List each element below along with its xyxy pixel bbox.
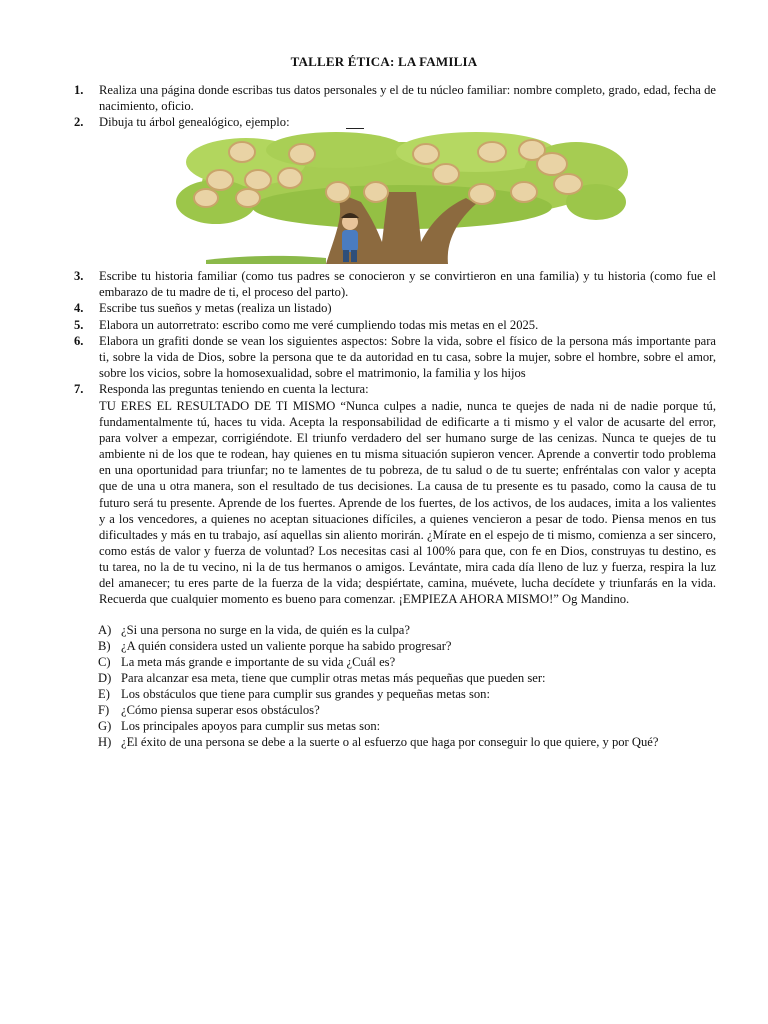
item-number: 3. — [74, 269, 84, 283]
question-letter: B) — [98, 639, 111, 653]
question-text: ¿A quién considera usted un valiente porque ha sabido progresar? — [121, 639, 452, 653]
item-7 — [74, 381, 716, 397]
question-text: ¿Si una persona no surge en la vida, de quién es la culpa? — [121, 623, 410, 637]
item-number: 5. — [74, 318, 84, 332]
item-text: Escribe tus sueños y metas (realiza un listado) — [99, 301, 332, 315]
question-text: ¿El éxito de una persona se debe a la suerte o al esfuerzo que haga por conseguir lo que quiere, y por Qué? — [121, 735, 659, 749]
item-text: Elabora un autorretrato: escribo como me veré cumpliendo todas mis metas en el 2025. — [99, 318, 539, 332]
item-text: Dibuja tu árbol genealógico, ejemplo: — [99, 115, 290, 129]
item-number: 4. — [74, 301, 84, 315]
item-text: Elabora un grafiti donde se vean los siguientes aspectos: Sobre la vida, sobre el físico de la persona más importante para ti, sobre la vida de Dios, sobre la persona que te da autoridad en tu casa, sobre la mujer, sobre el hombre, sobre el amor, sobre los vicios, sobre la homosexualidad, sobre el matrimonio, la familia y los hijos — [99, 334, 716, 380]
family-tree-illustration — [176, 132, 628, 264]
question-text: Los principales apoyos para cumplir sus metas son: — [121, 719, 381, 733]
question-text: Los obstáculos que tiene para cumplir sus grandes y pequeñas metas son: — [121, 687, 490, 701]
item-6 — [74, 333, 716, 381]
question-text: La meta más grande e importante de su vida ¿Cuál es? — [121, 655, 396, 669]
question-item — [98, 734, 718, 750]
question-item — [98, 654, 718, 670]
item-1 — [74, 82, 716, 114]
question-item — [98, 718, 718, 734]
question-text: ¿Cómo piensa superar esos obstáculos? — [121, 703, 320, 717]
item-2 — [74, 114, 716, 130]
page-title: TALLER ÉTICA: LA FAMILIA — [290, 54, 478, 69]
item-5 — [74, 317, 716, 333]
item-number: 6. — [74, 334, 84, 348]
question-item — [98, 638, 718, 654]
question-letter: E) — [98, 687, 110, 701]
item-text: Escribe tu historia familiar (como tus padres se conocieron y se convirtieron en una familia) y tu historia (como fue el embarazo de tu madre de ti, el proceso del parto). — [99, 269, 716, 299]
underline-mark — [346, 128, 364, 129]
question-letter: G) — [98, 719, 112, 733]
question-letter: D) — [98, 671, 112, 685]
item-3 — [74, 268, 716, 300]
item-number: 7. — [74, 382, 84, 396]
item-text: Responda las preguntas teniendo en cuenta la lectura: — [99, 382, 369, 396]
item-text: Realiza una página donde escribas tus datos personales y el de tu núcleo familiar: nombre completo, grado, edad, fecha de nacimiento, oficio. — [99, 83, 716, 113]
question-letter: H) — [98, 735, 112, 749]
question-letter: F) — [98, 703, 110, 717]
question-item — [98, 670, 718, 686]
question-letter: A) — [98, 623, 112, 637]
question-letter: C) — [98, 655, 111, 669]
item-number: 2. — [74, 115, 84, 129]
question-text: Para alcanzar esa meta, tiene que cumplir otras metas más pequeñas que pueden ser: — [121, 671, 546, 685]
reading-passage: TU ERES EL RESULTADO DE TI MISMO “Nunca culpes a nadie, nunca te quejes de nada ni de nadie porque tú, fundamentalmente tú, haces tu vida. Acepta la responsabilidad de edificarte a ti mismo y el valor de acusarte del error, para volver a empezar, corrigiéndote. El triunfo verdadero del ser humano surge de las cenizas. Nunca te quejes de tu ambiente ni de los que te rodean, hay quienes en tu misma situación supieron vencer. Aprende a convertir todo problema en una oportunidad para triunfar; no te lamentes de tu pobreza, de tu salud o de tu suerte; enfréntalas con valor y acepta que de una u otra manera, son el resultado de tus decisiones. La causa de tu presente es tu pasado, como la causa de tu futuro será tu presente. Aprende de los fuertes. Aprende de los fuertes, de los activos, de los audaces, imita a los valientes y a los vencedores, a quienes no aceptan situaciones difíciles, a quienes vencieron a pesar de todo. Piensa menos en tus dificultades y más en tu trabajo, así aquellas sin aliento morirán. ¿Mírate en el espejo de ti mismo, comienza a ser sincero, como estás de valor y fuerza de voluntad? Los necesitas casi al 100% para que, con fe en Dios, construyas tu destino, es tu tarea, no la de tu vecino, ni la de tus hermanos o amigos. Levántate, mira cada día lleno de luz y fuerza, respira la luz del amanecer; tu eres parte de la fuerza de la vida; despiértate, camina, muévete, lucha decídete y triunfarás en la vida. Recuerda que cualquier momento es bueno para comenzar. ¡EMPIEZA AHORA MISMO!” Og Mandino. — [99, 399, 716, 607]
question-item — [98, 702, 718, 718]
item-4 — [74, 300, 716, 316]
item-number: 1. — [74, 83, 84, 97]
question-item — [98, 686, 718, 702]
question-item — [98, 622, 718, 638]
